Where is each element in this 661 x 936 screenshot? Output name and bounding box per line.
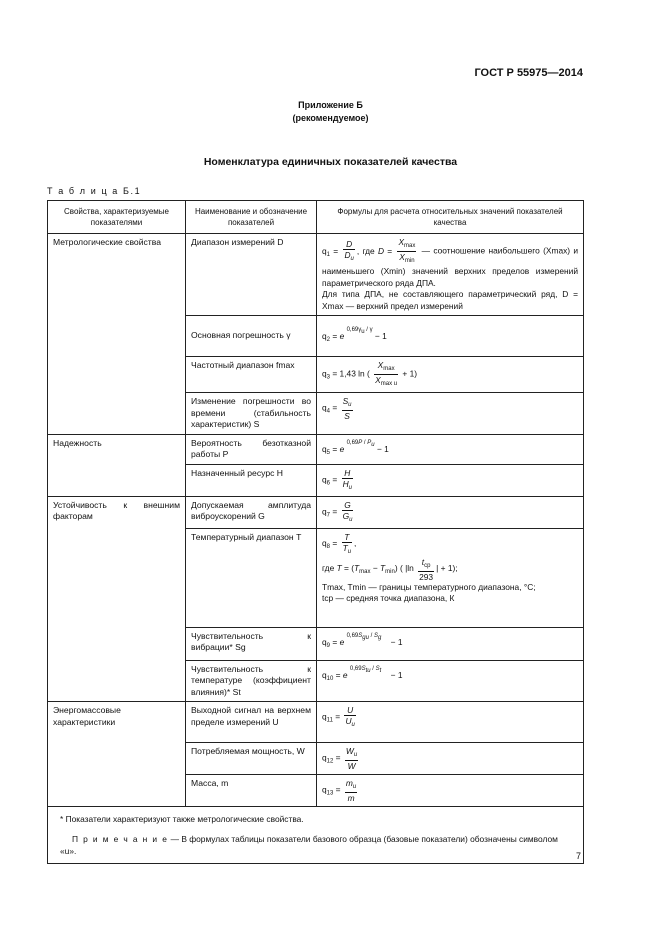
formula-description: — соотношение наибольшего (Xmax) и наименьшего (Xmin) значений верхних пределов измерений параметрического ряда ДПА. [322,245,579,288]
table-row [48,496,584,528]
appendix-line2: (рекомендуемое) [292,113,369,123]
appendix-heading [0,99,661,125]
indicator-name: Допускаемая амплитуда виброускорений G [186,496,317,528]
note-label: П р и м е ч а н и е [72,834,169,844]
group-cell: Метрологические свойства [48,234,186,435]
formula: $q_{13}$ = $\frac{m_u}{m}$ [317,775,584,807]
formula: $q_3 = 1,43$ ln ( $\frac{X_{max}}{X_{max u}}$ + 1) [317,357,584,393]
formula: $q_1$ = $\frac{D}{D_u}$ , где D = $\frac{X_{max}}{X_{min}}$ [322,237,416,264]
formula-description: Tmax, Tmin — границы температурного диапазона, °С; [322,581,536,592]
page-number: 7 [575,851,581,861]
page-title: Номенклатура единичных показателей качества [203,156,458,168]
column-header: Свойства, характеризуемые показателями [48,201,186,234]
formula: $q_7$ = $\frac{G}{G_u}$ [317,496,584,528]
table-row [48,702,584,743]
formula: $q_9 = e$ $0,69S_{gu} / S_g$ − 1 [317,627,584,660]
formula: $q_2 = e$ $0,69\gamma_u / \gamma - 1$ [317,316,584,357]
formula: $q_{11}$ = $\frac{U}{U_u}$ [317,702,584,743]
quality-table [47,200,584,864]
indicator-name: Назначенный ресурс H [186,464,317,496]
indicator-name: Масса, m [186,775,317,807]
formula-description: tср — средняя точка диапазона, К [322,593,455,603]
formula-cell [317,528,584,627]
indicator-name: Потребляемая мощность, W [186,743,317,775]
formula: где $T = (T_{max} - T_{min})$ ( |ln $\frac{t_{cp}}{293}$ | + 1); [322,556,458,582]
formula-description: Для типа ДПА, не составляющего параметрический ряд, D = Xmax — верхний предел измерений [322,289,578,311]
appendix-line1: Приложение Б [298,100,363,110]
indicator-name: Выходной сигнал на верхнем пределе измерений U [186,702,317,743]
formula: $q_8$ = $\frac{T}{T_u}$ , [322,531,357,555]
standard-number: ГОСТ Р 55975—2014 [474,67,583,79]
note-text: — В формулах таблицы показатели базового образца (базовые показатели) обозначены символом «u». [60,834,558,856]
formula: $q_4$ = $\frac{S_u}{S}$ [317,393,584,435]
indicator-name: Основная погрешность γ [186,316,317,357]
formula: $q_6$ = $\frac{H}{H_u}$ [317,464,584,496]
column-header: Наименование и обозначение показателей [186,201,317,234]
indicator-name: Чувствительность к температуре (коэффициент влияния)* St [186,660,317,702]
table-row [48,434,584,464]
indicator-name: Частотный диапазон fmax [186,357,317,393]
indicator-name: Диапазон измерений D [186,234,317,316]
notes-cell [48,807,584,864]
note [60,833,571,857]
formula: $q_5 = e$ $0,69P / P_u - 1$ [317,434,584,464]
notes-row [48,807,584,864]
group-cell: Устойчивость к внешним факторам [48,496,186,702]
formula-cell [317,234,584,316]
formula: $q_{12}$ = $\frac{W_u}{W}$ [317,743,584,775]
indicator-name: Чувствительность к вибрации* Sg [186,627,317,660]
indicator-name: Температурный диапазон T [186,528,317,627]
table-caption: Т а б л и ц а Б.1 [47,186,142,196]
table-header-row [48,201,584,234]
footnote: * Показатели характеризуют также метрологические свойства. [60,814,304,824]
group-cell: Энергомассовые характеристики [48,702,186,807]
table-row [48,234,584,316]
formula: $q_{10} = e$ $0,69S_{tu} / S_t$ − 1 [317,660,584,702]
indicator-name: Вероятность безотказной работы P [186,434,317,464]
indicator-name: Изменение погрешности во времени (стабильность характеристик) S [186,393,317,435]
group-cell: Надежность [48,434,186,496]
column-header: Формулы для расчета относительных значений показателей качества [317,201,584,234]
